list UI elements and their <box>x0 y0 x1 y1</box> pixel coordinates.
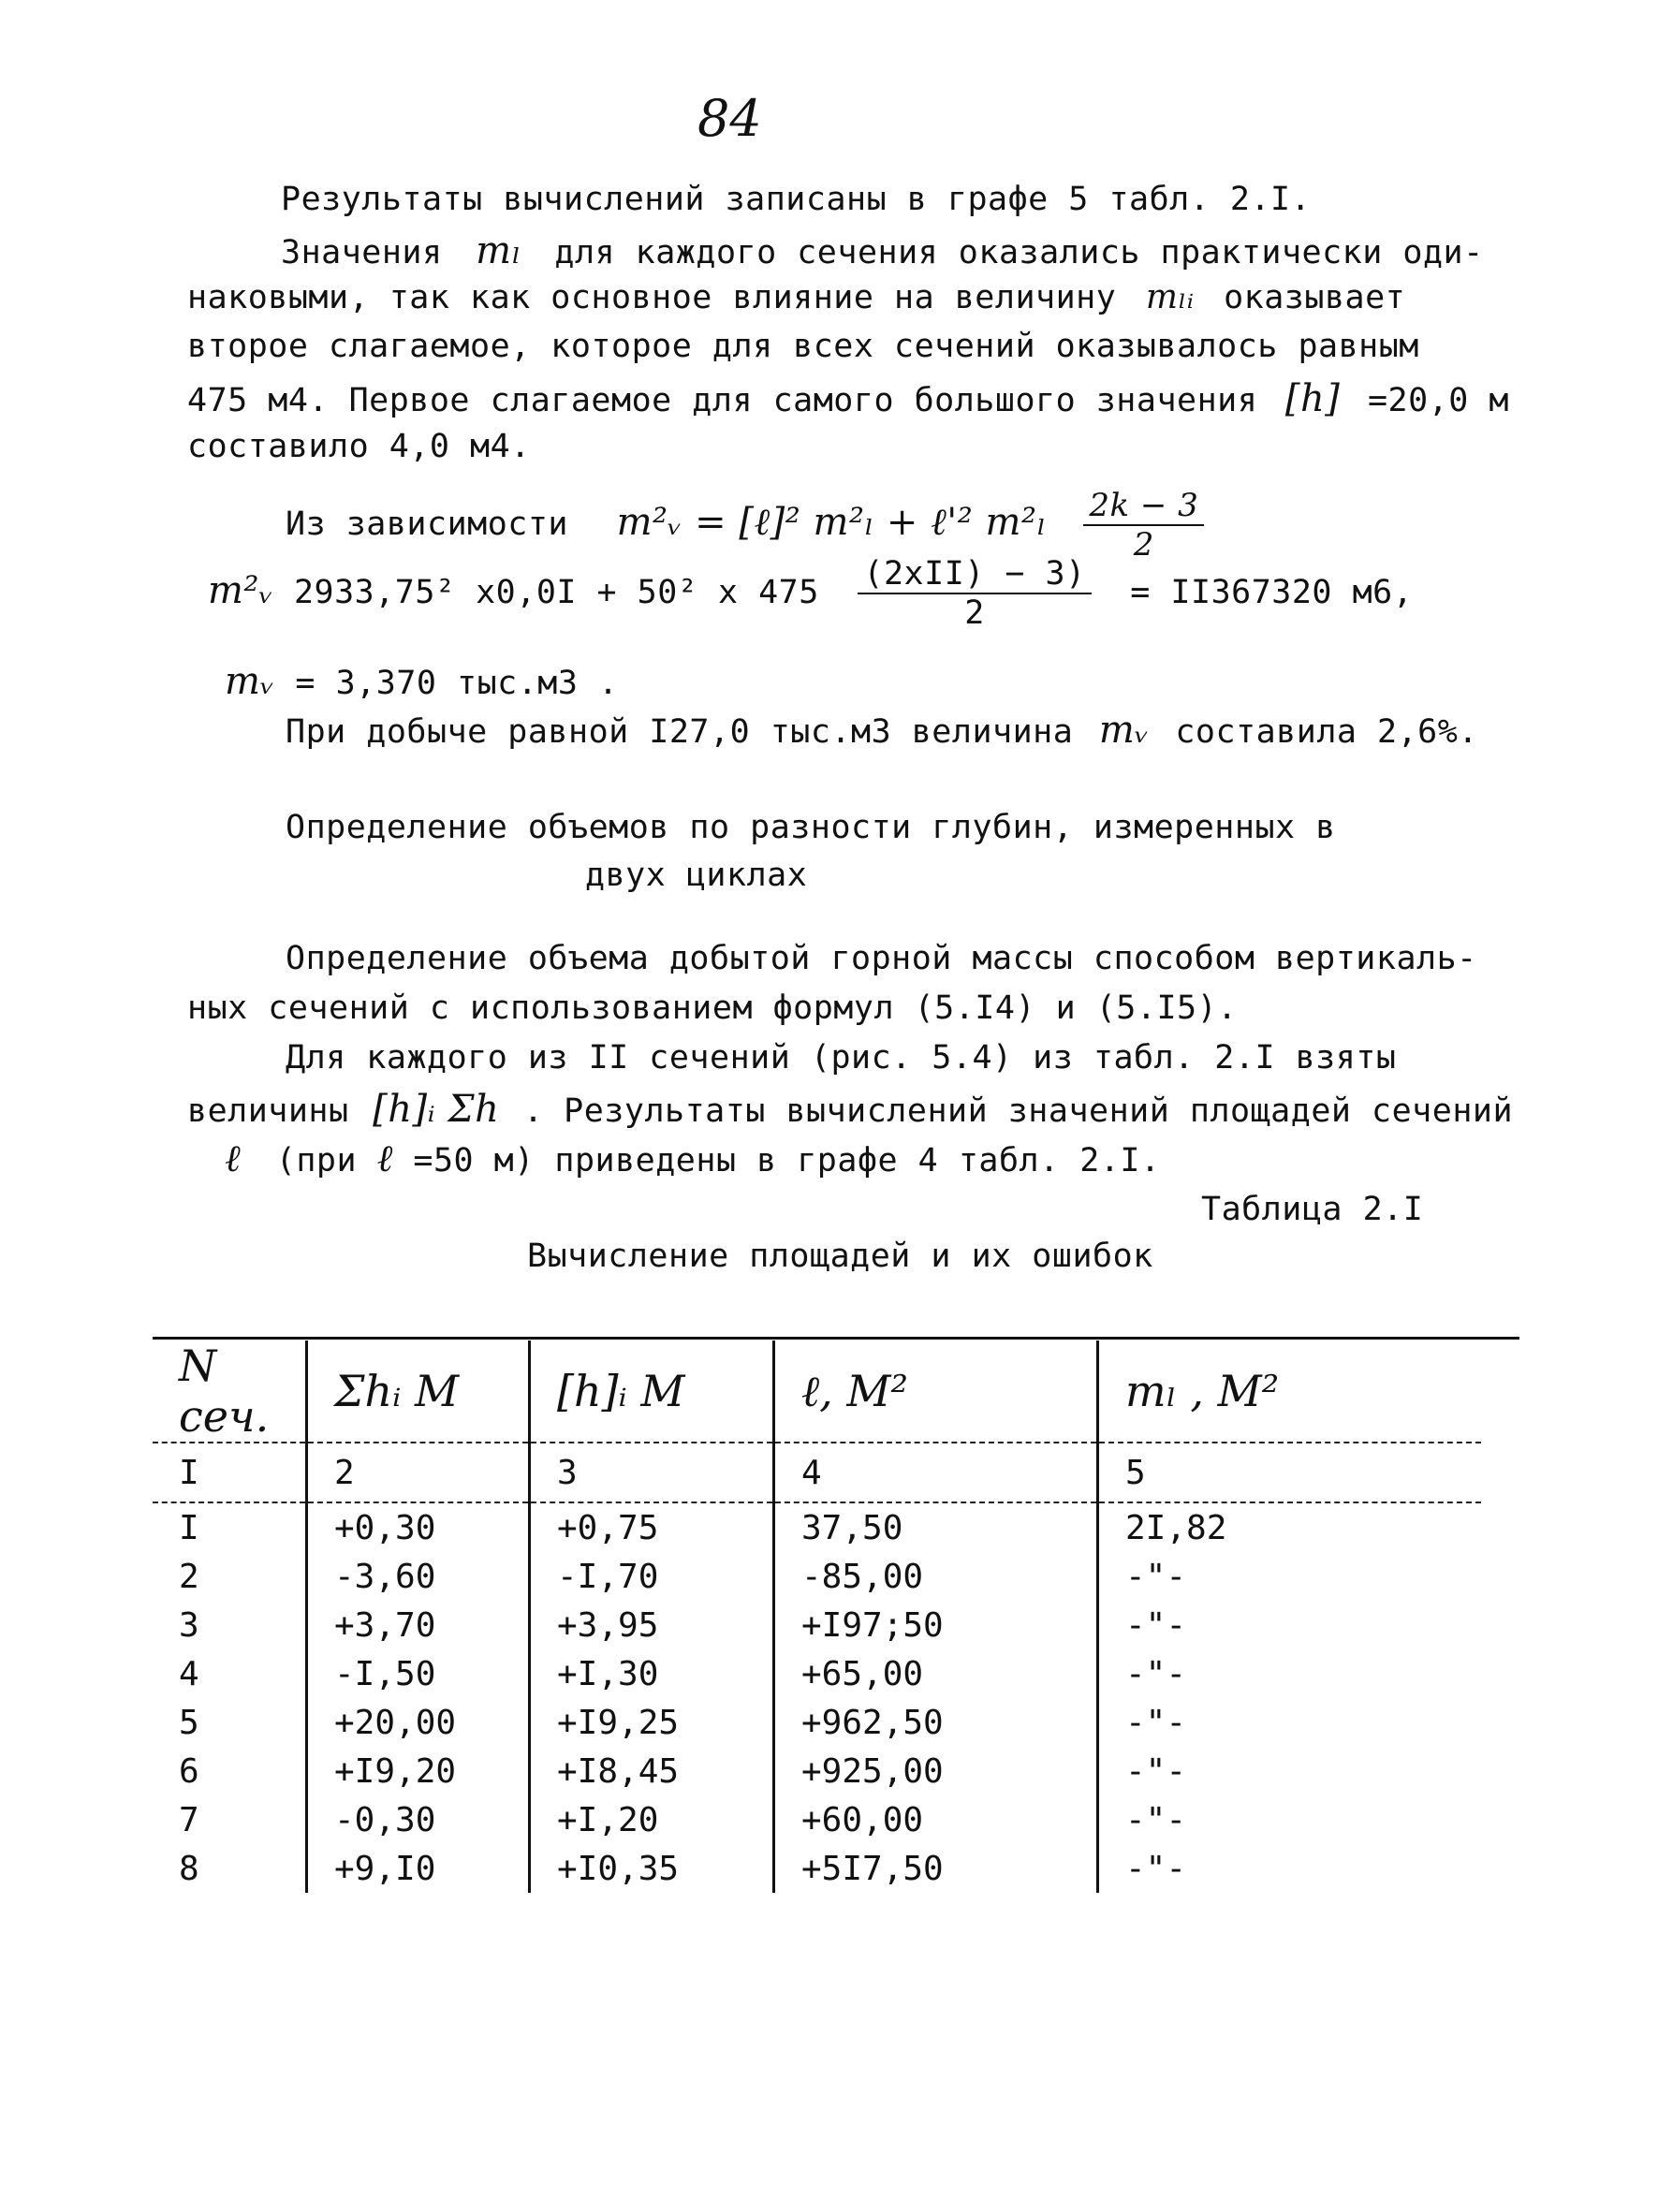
dependency-lead: Из зависимости <box>286 505 569 543</box>
table-cell: 6 <box>179 1751 199 1791</box>
section-heading-line2: двух циклах <box>585 857 808 894</box>
table-cell: +I,20 <box>530 1795 774 1844</box>
table-cell: +I9,20 <box>307 1747 530 1795</box>
formula-numerator: (2xII) − 3) <box>858 555 1091 594</box>
formula-fraction <box>858 555 1091 632</box>
para3-line4-a: величины <box>187 1092 349 1130</box>
table-cell: 3 <box>179 1605 199 1645</box>
table-column-numbers-row <box>153 1443 1481 1502</box>
table-cell: +3,95 <box>530 1601 774 1649</box>
para2-line <box>286 709 1478 752</box>
para1-line5-a: 475 м4. Первое слагаемое для самого большого значения <box>187 382 1258 419</box>
h-bracket-symbol: [h] <box>1284 377 1341 420</box>
table-row <box>153 1795 1481 1844</box>
table-cell: 4 <box>179 1654 199 1693</box>
table-cell: +I,30 <box>530 1649 774 1698</box>
table-cell: -85,00 <box>774 1552 1098 1601</box>
page-number: 84 <box>697 89 762 148</box>
para3-line3: Для каждого из II сечений (рис. 5.4) из табл. 2.I взяты <box>286 1039 1397 1077</box>
header-h-i: [h]ᵢ M <box>530 1340 774 1443</box>
para2-b: составила 2,6%. <box>1175 713 1478 751</box>
table-cell: I <box>179 1508 199 1547</box>
formula-line3 <box>225 660 619 703</box>
formula-line2 <box>208 555 1413 632</box>
para3-line4 <box>187 1088 1513 1131</box>
para1-line6: составило 4,0 м4. <box>187 428 531 465</box>
table-header-row <box>153 1340 1481 1443</box>
dependency-denominator: 2 <box>1133 526 1154 564</box>
sum-h-symbol: [h]ᵢ Σh <box>373 1088 500 1131</box>
table-cell: +20,00 <box>307 1698 530 1747</box>
col-number: 5 <box>1098 1443 1482 1502</box>
table-cell: 7 <box>179 1800 199 1839</box>
section-heading-line1: Определение объемов по разности глубин, измеренных в <box>286 809 1336 846</box>
col-number: I <box>153 1443 307 1502</box>
col-number: 4 <box>774 1443 1098 1502</box>
table-cell: -"- <box>1098 1649 1482 1698</box>
dependency-formula: m²ᵥ = [ℓ]² m²ₗ + ℓ'² m²ₗ <box>616 501 1047 544</box>
table-cell: 8 <box>179 1849 199 1888</box>
table-cell: +925,00 <box>774 1747 1098 1795</box>
table-cell: -"- <box>1098 1747 1482 1795</box>
table-row <box>153 1502 1481 1552</box>
m-v-symbol-1: mᵥ <box>225 660 275 703</box>
dependency-fraction <box>1083 487 1204 564</box>
l-symbol: ℓ <box>225 1137 242 1180</box>
header-sum-h: Σhᵢ M <box>307 1340 530 1443</box>
table-cell: +I0,35 <box>530 1844 774 1893</box>
table-cell: +65,00 <box>774 1649 1098 1698</box>
para1-line3-b: оказывает <box>1224 279 1406 316</box>
table-row <box>153 1698 1481 1747</box>
para1-line3 <box>187 278 1405 316</box>
para2-a: При добыче равной I27,0 тыс.м3 величина <box>286 713 1074 751</box>
para1-line1: Результаты вычислений записаны в графе 5 табл. 2.I. <box>281 181 1312 218</box>
table-cell: -3,60 <box>307 1552 530 1601</box>
l-prime-symbol: ℓ <box>376 1137 393 1180</box>
m-v-squared-symbol: m²ᵥ <box>208 569 274 612</box>
para1-line5-b: =20,0 м <box>1367 382 1509 419</box>
para3-line5-b: =50 м) приведены в графе 4 табл. 2.I. <box>413 1142 1161 1179</box>
table-row <box>153 1844 1481 1893</box>
table-row <box>153 1747 1481 1795</box>
table-row <box>153 1552 1481 1601</box>
para3-line4-b: . Результаты вычислений значений площадей сечений <box>523 1092 1514 1130</box>
table-label: Таблица 2.I <box>1201 1191 1424 1228</box>
header-n-sech: N сеч. <box>179 1340 270 1442</box>
col-number: 2 <box>307 1443 530 1502</box>
para1-line2-a: Значения <box>281 234 443 271</box>
table-cell: -I,50 <box>307 1649 530 1698</box>
table-cell: -"- <box>1098 1795 1482 1844</box>
table-cell: 2I,82 <box>1098 1502 1482 1552</box>
table-row <box>153 1601 1481 1649</box>
table-cell: -"- <box>1098 1552 1482 1601</box>
m-l-symbol: mₗ <box>476 229 521 272</box>
para3-line2: ных сечений с использованием формул (5.I4) и (5.I5). <box>187 989 1238 1027</box>
table-cell: +I97;50 <box>774 1601 1098 1649</box>
para1-line2 <box>281 229 1484 272</box>
table-cell: +3,70 <box>307 1601 530 1649</box>
table-cell: -"- <box>1098 1601 1482 1649</box>
table-cell: +I9,25 <box>530 1698 774 1747</box>
table-cell: -0,30 <box>307 1795 530 1844</box>
table-cell: 2 <box>179 1557 199 1596</box>
formula-line2-right: = II367320 м6, <box>1130 574 1414 611</box>
table-title: Вычисление площадей и их ошибок <box>527 1238 1153 1275</box>
table-cell: 5 <box>179 1703 199 1742</box>
dependency-line <box>286 487 1204 564</box>
dependency-numerator: 2k − 3 <box>1083 487 1204 526</box>
table-cell: -"- <box>1098 1844 1482 1893</box>
table-cell: +0,75 <box>530 1502 774 1552</box>
table-cell: +60,00 <box>774 1795 1098 1844</box>
para1-line2-b: для каждого сечения оказались практически оди- <box>554 234 1484 271</box>
table-cell: +9,I0 <box>307 1844 530 1893</box>
table-cell: -I,70 <box>530 1552 774 1601</box>
header-m-l: mₗ , M² <box>1098 1340 1482 1443</box>
para1-line3-a: наковыми, так как основное влияние на величину <box>187 279 1117 316</box>
formula-line3-text: = 3,370 тыс.м3 . <box>295 665 619 702</box>
para3-line1: Определение объема добытой горной массы способом вертикаль- <box>286 940 1477 977</box>
formula-line2-left: 2933,75² x0,0I + 50² x 475 <box>293 574 819 611</box>
m-l-i-symbol: mₗᵢ <box>1145 278 1195 316</box>
table-cell: -"- <box>1098 1698 1482 1747</box>
table-cell: +0,30 <box>307 1502 530 1552</box>
col-number: 3 <box>530 1443 774 1502</box>
m-v-symbol-2: mᵥ <box>1098 709 1150 752</box>
para3-line5 <box>225 1136 1161 1180</box>
table-cell: 37,50 <box>774 1502 1098 1552</box>
areas-table <box>153 1340 1481 1893</box>
para3-line5-a: (при <box>275 1142 358 1179</box>
para1-line5 <box>187 377 1509 420</box>
header-l: ℓ, M² <box>774 1340 1098 1443</box>
formula-denominator: 2 <box>964 594 985 632</box>
table-cell: +962,50 <box>774 1698 1098 1747</box>
table-row <box>153 1649 1481 1698</box>
table-cell: +5I7,50 <box>774 1844 1098 1893</box>
table-cell: +I8,45 <box>530 1747 774 1795</box>
para1-line4: второе слагаемое, которое для всех сечений оказывалось равным <box>187 328 1419 365</box>
table-top-rule <box>153 1337 1519 1340</box>
